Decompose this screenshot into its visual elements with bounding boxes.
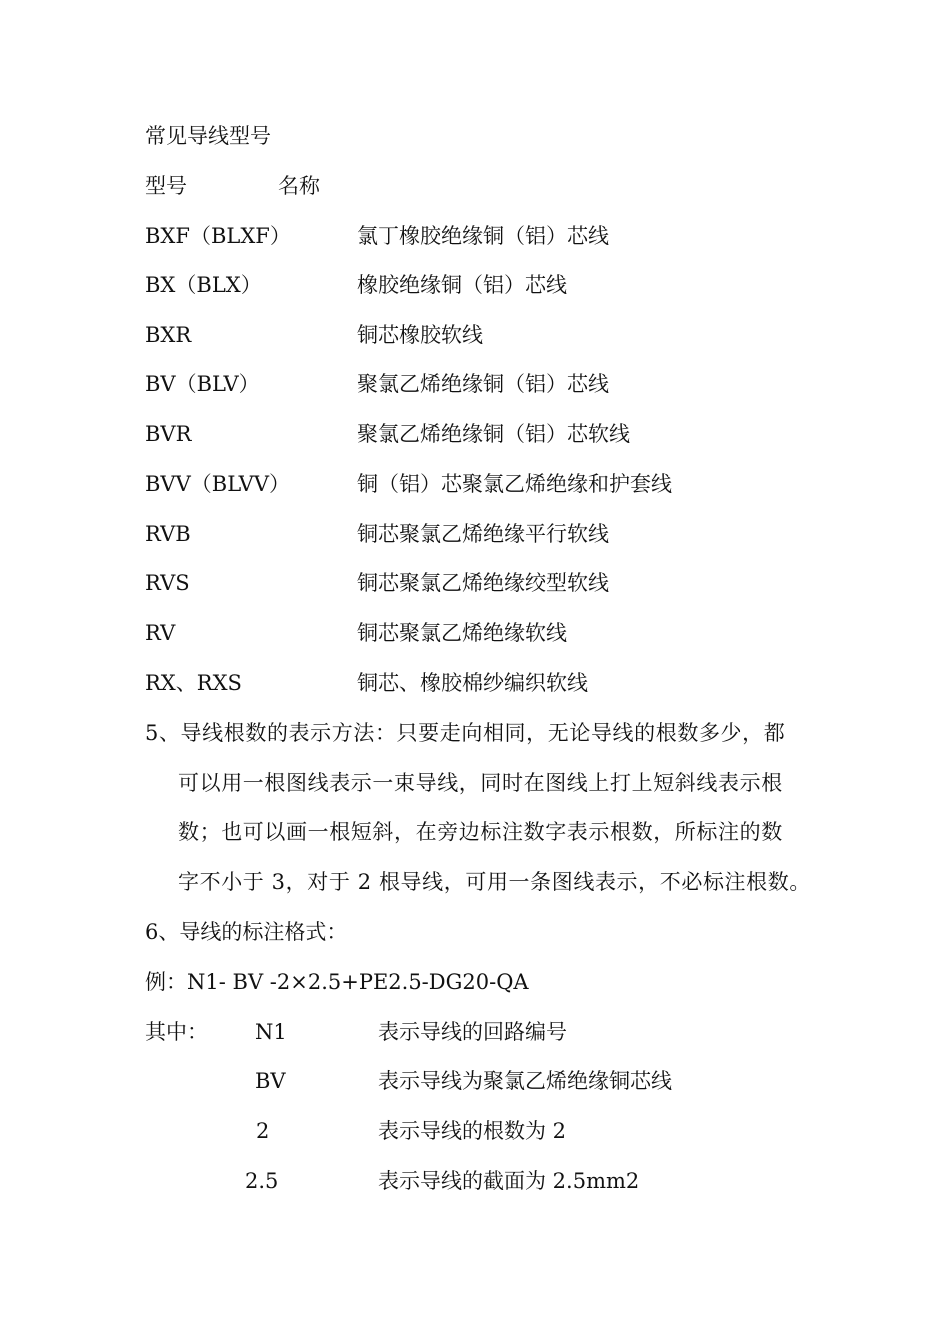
wire-model: BV（BLV） xyxy=(145,372,260,396)
legend-desc: 表示导线的截面为 2.5mm2 xyxy=(378,1169,640,1193)
section-6-heading: 6、导线的标注格式： xyxy=(145,920,348,944)
wire-name: 铜芯聚氯乙烯绝缘平行软线 xyxy=(357,522,609,546)
wire-name: 聚氯乙烯绝缘铜（铝）芯软线 xyxy=(357,422,630,446)
wire-model: BX（BLX） xyxy=(145,273,262,297)
paragraph-line: 5、导线根数的表示方法：只要走向相同，无论导线的根数多少，都 xyxy=(145,721,786,745)
wire-model: RV xyxy=(145,621,176,645)
wire-name: 氯丁橡胶绝缘铜（铝）芯线 xyxy=(357,224,609,248)
wire-model: BVR xyxy=(145,422,192,446)
wire-model: RVB xyxy=(145,522,191,546)
legend-desc: 表示导线的回路编号 xyxy=(378,1020,567,1044)
where-label: 其中： xyxy=(145,1020,208,1044)
table-header-model: 型号 xyxy=(145,174,187,198)
paragraph-line: 数；也可以画一根短斜，在旁边标注数字表示根数，所标注的数 xyxy=(178,820,783,844)
paragraph-line: 可以用一根图线表示一束导线，同时在图线上打上短斜线表示根 xyxy=(178,771,783,795)
legend-code: 2 xyxy=(256,1119,270,1143)
legend-code: 2.5 xyxy=(245,1169,279,1193)
wire-name: 铜芯橡胶软线 xyxy=(357,323,483,347)
legend-code: BV xyxy=(255,1069,286,1093)
wire-model: BXF（BLXF） xyxy=(145,224,291,248)
wire-model: RVS xyxy=(145,571,190,595)
label-example: 例：N1- BV -2×2.5+PE2.5-DG20-QA xyxy=(145,970,529,994)
wire-name: 铜芯聚氯乙烯绝缘绞型软线 xyxy=(357,571,609,595)
wire-model: BVV（BLVV） xyxy=(145,472,290,496)
legend-desc: 表示导线为聚氯乙烯绝缘铜芯线 xyxy=(378,1069,672,1093)
legend-desc: 表示导线的根数为 2 xyxy=(378,1119,567,1143)
page-title: 常见导线型号 xyxy=(145,124,271,148)
wire-model: BXR xyxy=(145,323,192,347)
wire-name: 铜芯、橡胶棉纱编织软线 xyxy=(357,671,588,695)
paragraph-line: 字不小于 3，对于 2 根导线，可用一条图线表示，不必标注根数。 xyxy=(178,870,811,894)
wire-name: 橡胶绝缘铜（铝）芯线 xyxy=(357,273,567,297)
wire-model: RX、RXS xyxy=(145,671,242,695)
wire-name: 铜（铝）芯聚氯乙烯绝缘和护套线 xyxy=(357,472,672,496)
legend-code: N1 xyxy=(255,1020,287,1044)
table-header-name: 名称 xyxy=(278,174,320,198)
wire-name: 聚氯乙烯绝缘铜（铝）芯线 xyxy=(357,372,609,396)
wire-name: 铜芯聚氯乙烯绝缘软线 xyxy=(357,621,567,645)
